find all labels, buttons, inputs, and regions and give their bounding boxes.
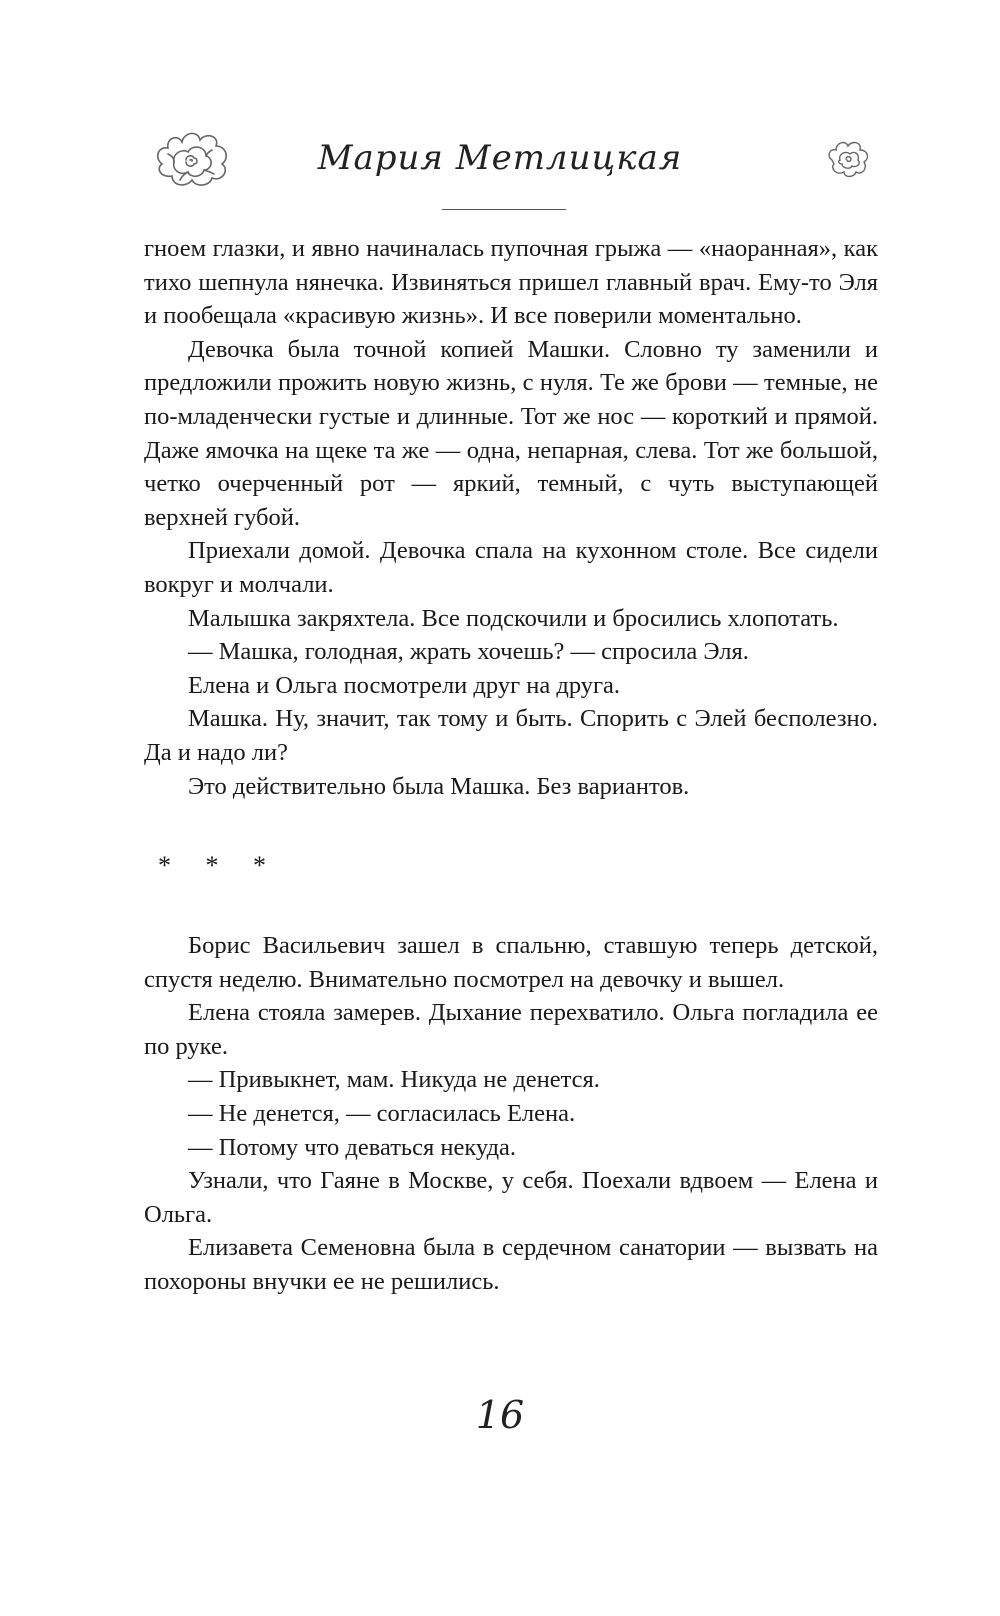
paragraph: Узнали, что Гаяне в Москве, у себя. Поехали вдвоем — Елена и Ольга.: [144, 1167, 878, 1228]
paragraph: гноем глазки, и явно начиналась пупочная грыжа — «наоранная», как тихо шепнула нянечка. Извиняться пришел главный врач. Ему-то Эля и пообещала «красивую жизнь». И все поверили моментально.: [144, 235, 878, 330]
header-divider: [442, 209, 566, 210]
paragraph: Елена и Ольга посмотрели друг на друга.: [188, 671, 621, 699]
page-number: 16: [475, 1393, 525, 1437]
paragraph: Машка. Ну, значит, так тому и быть. Спорить с Элей бесполезно. Да и надо ли?: [144, 705, 878, 766]
paragraph: Девочка была точной копией Машки. Словно ту заменили и предложили прожить новую жизнь, с нуля. Те же брови — темные, не по-младенчески густые и длинные. Тот же нос — короткий и прямой. Даже ямочка на щеке та же — одна, непарная, слева. Тот же большой, четко очерченный рот — яркий, темный, с чуть выступающей верхней губой.: [144, 335, 878, 531]
paragraph: Борис Васильевич зашел в спальню, ставшую теперь детской, спустя неделю. Внимательно посмотрел на девочку и вышел.: [144, 932, 878, 993]
running-head-author: Мария Метлицкая: [317, 138, 683, 178]
paragraph: — Потому что деваться некуда.: [188, 1133, 517, 1161]
paragraph: Елизавета Семеновна была в сердечном санатории — вызвать на похороны внучки ее не решились.: [144, 1234, 878, 1296]
paragraph: — Привыкнет, мам. Никуда не денется.: [188, 1066, 600, 1094]
paragraph: Малышка закряхтела. Все подскочили и бросились хлопотать.: [188, 604, 839, 632]
paragraph: Приехали домой. Девочка спала на кухонном столе. Все сидели вокруг и молчали.: [144, 537, 878, 598]
section-separator: * * *: [158, 851, 280, 881]
rose-ornament-right-icon: [826, 136, 872, 180]
paragraph: — Не денется, — согласилась Елена.: [188, 1100, 576, 1128]
paragraph: Это действительно была Машка. Без вариантов.: [188, 772, 690, 800]
paragraph: Елена стояла замерев. Дыхание перехватило. Ольга погладила ее по руке.: [144, 999, 878, 1060]
paragraph: — Машка, голодная, жрать хочешь? — спросила Эля.: [188, 638, 749, 666]
body-text: [144, 232, 878, 1299]
